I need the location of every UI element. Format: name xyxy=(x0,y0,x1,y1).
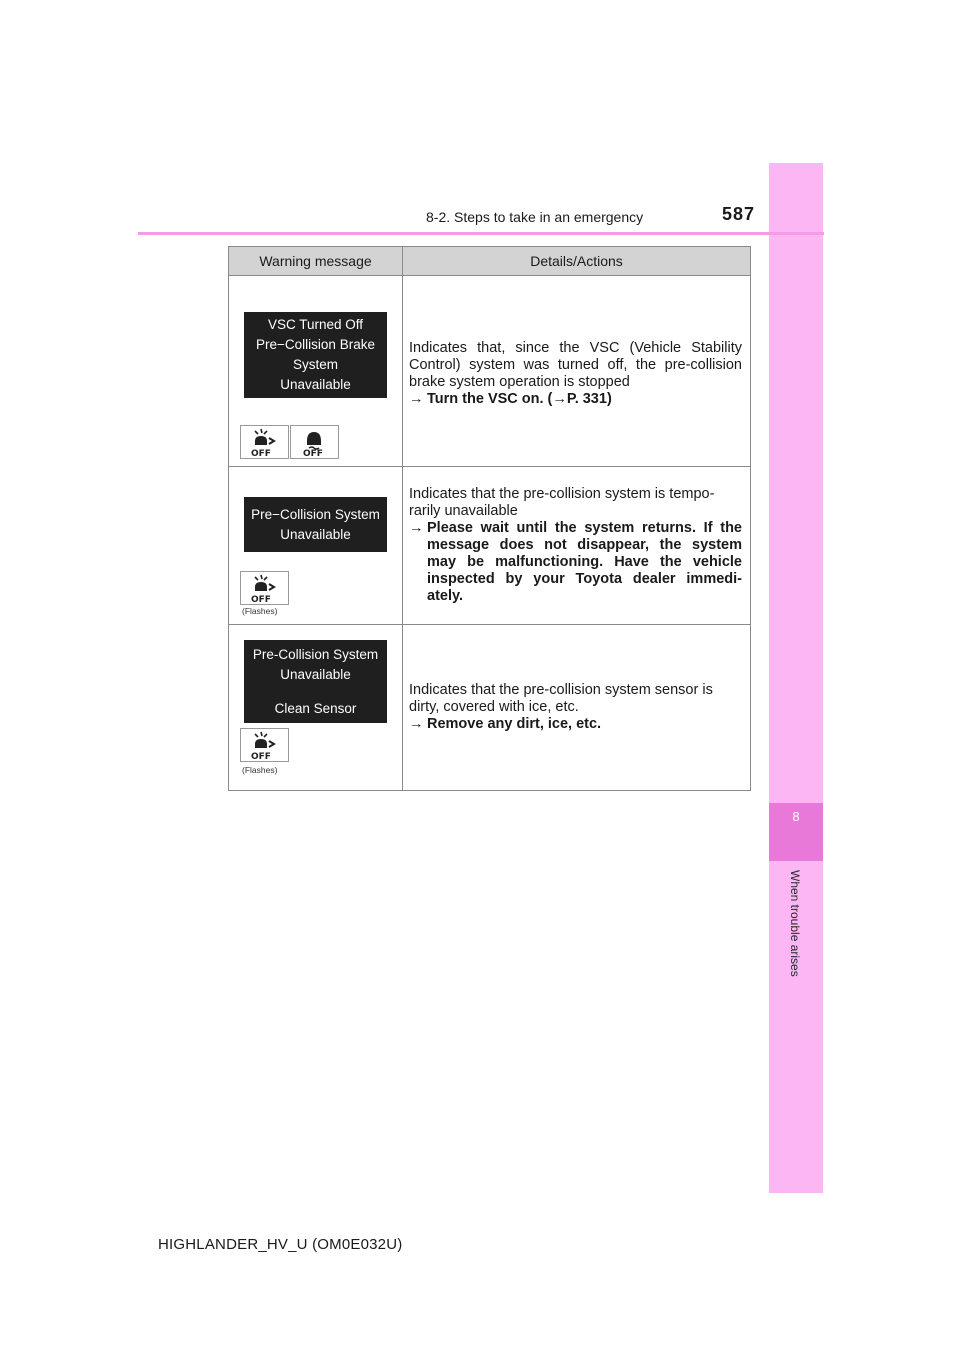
display-line: Pre−Collision Brake xyxy=(256,337,375,352)
warning-message-cell xyxy=(229,625,403,791)
detail-description: Indicates that the pre-collision system sensor is dirty, covered with ice, etc. xyxy=(409,682,713,715)
column-header-details-actions: Details/Actions xyxy=(403,247,751,276)
chapter-side-tab xyxy=(769,163,823,1193)
icon-off-label: OFF xyxy=(303,449,323,458)
action-text: Turn the VSC on. (→P. 331) xyxy=(427,391,612,407)
action-instruction xyxy=(409,391,742,408)
action-text: Remove any dirt, ice, etc. xyxy=(427,716,602,732)
warning-message-cell xyxy=(229,276,403,467)
section-title: 8-2. Steps to take in an emergency xyxy=(426,209,644,225)
details-actions-cell xyxy=(403,467,751,625)
vsc-off-icon xyxy=(290,425,339,459)
table-row xyxy=(229,276,751,467)
details-actions-cell xyxy=(403,276,751,467)
page-number: 587 xyxy=(722,204,756,224)
display-line: Pre−Collision System xyxy=(251,506,380,522)
display-line: System xyxy=(292,357,338,372)
flashes-caption: (Flashes) xyxy=(242,765,278,775)
details-actions-cell xyxy=(403,625,751,791)
action-instruction xyxy=(409,716,742,733)
display-line: Pre-Collision System xyxy=(252,646,379,662)
display-line xyxy=(244,685,387,699)
arrow-icon: → xyxy=(409,716,424,732)
table-header-row xyxy=(229,247,751,276)
warning-message-table xyxy=(228,246,751,791)
column-header-warning-message: Warning message xyxy=(229,247,403,276)
chapter-number: 8 xyxy=(769,803,823,861)
display-line: Unavailable xyxy=(280,526,351,542)
display-message-screen xyxy=(244,497,387,552)
header-divider xyxy=(138,232,824,235)
pre-collision-off-icon xyxy=(240,425,289,459)
icon-off-label: OFF xyxy=(251,449,271,458)
icon-off-label: OFF xyxy=(251,752,271,761)
action-text: Please wait until the system returns. If the message does not disappear, the system may be malfunctioning. Have the vehicle inspected by your Toyota dealer immedi-ately. xyxy=(427,520,742,604)
document-code: HIGHLANDER_HV_U (OM0E032U) xyxy=(158,1236,403,1253)
arrow-icon: → xyxy=(409,391,424,407)
pre-collision-off-icon xyxy=(240,571,289,605)
arrow-icon: → xyxy=(409,520,424,536)
display-line: VSC Turned Off xyxy=(267,317,364,332)
detail-description: Indicates that the pre-collision system is tempo-rarily unavailable xyxy=(409,486,715,519)
display-line: Unavailable xyxy=(280,666,351,682)
chapter-title: When trouble arises xyxy=(788,870,802,977)
display-line: Clean Sensor xyxy=(274,700,357,716)
display-message-screen xyxy=(244,312,387,398)
icon-off-label: OFF xyxy=(251,595,271,604)
display-message-screen xyxy=(244,640,387,723)
action-instruction xyxy=(409,520,742,605)
flashes-caption: (Flashes) xyxy=(242,606,278,616)
detail-description: Indicates that, since the VSC (Vehicle Stability Control) system was turned off, the pre-collision brake system operation is stopped xyxy=(409,340,742,390)
pre-collision-off-icon xyxy=(240,728,289,762)
table-row xyxy=(229,625,751,791)
table-row xyxy=(229,467,751,625)
display-line: Unavailable xyxy=(280,377,351,392)
warning-message-cell xyxy=(229,467,403,625)
